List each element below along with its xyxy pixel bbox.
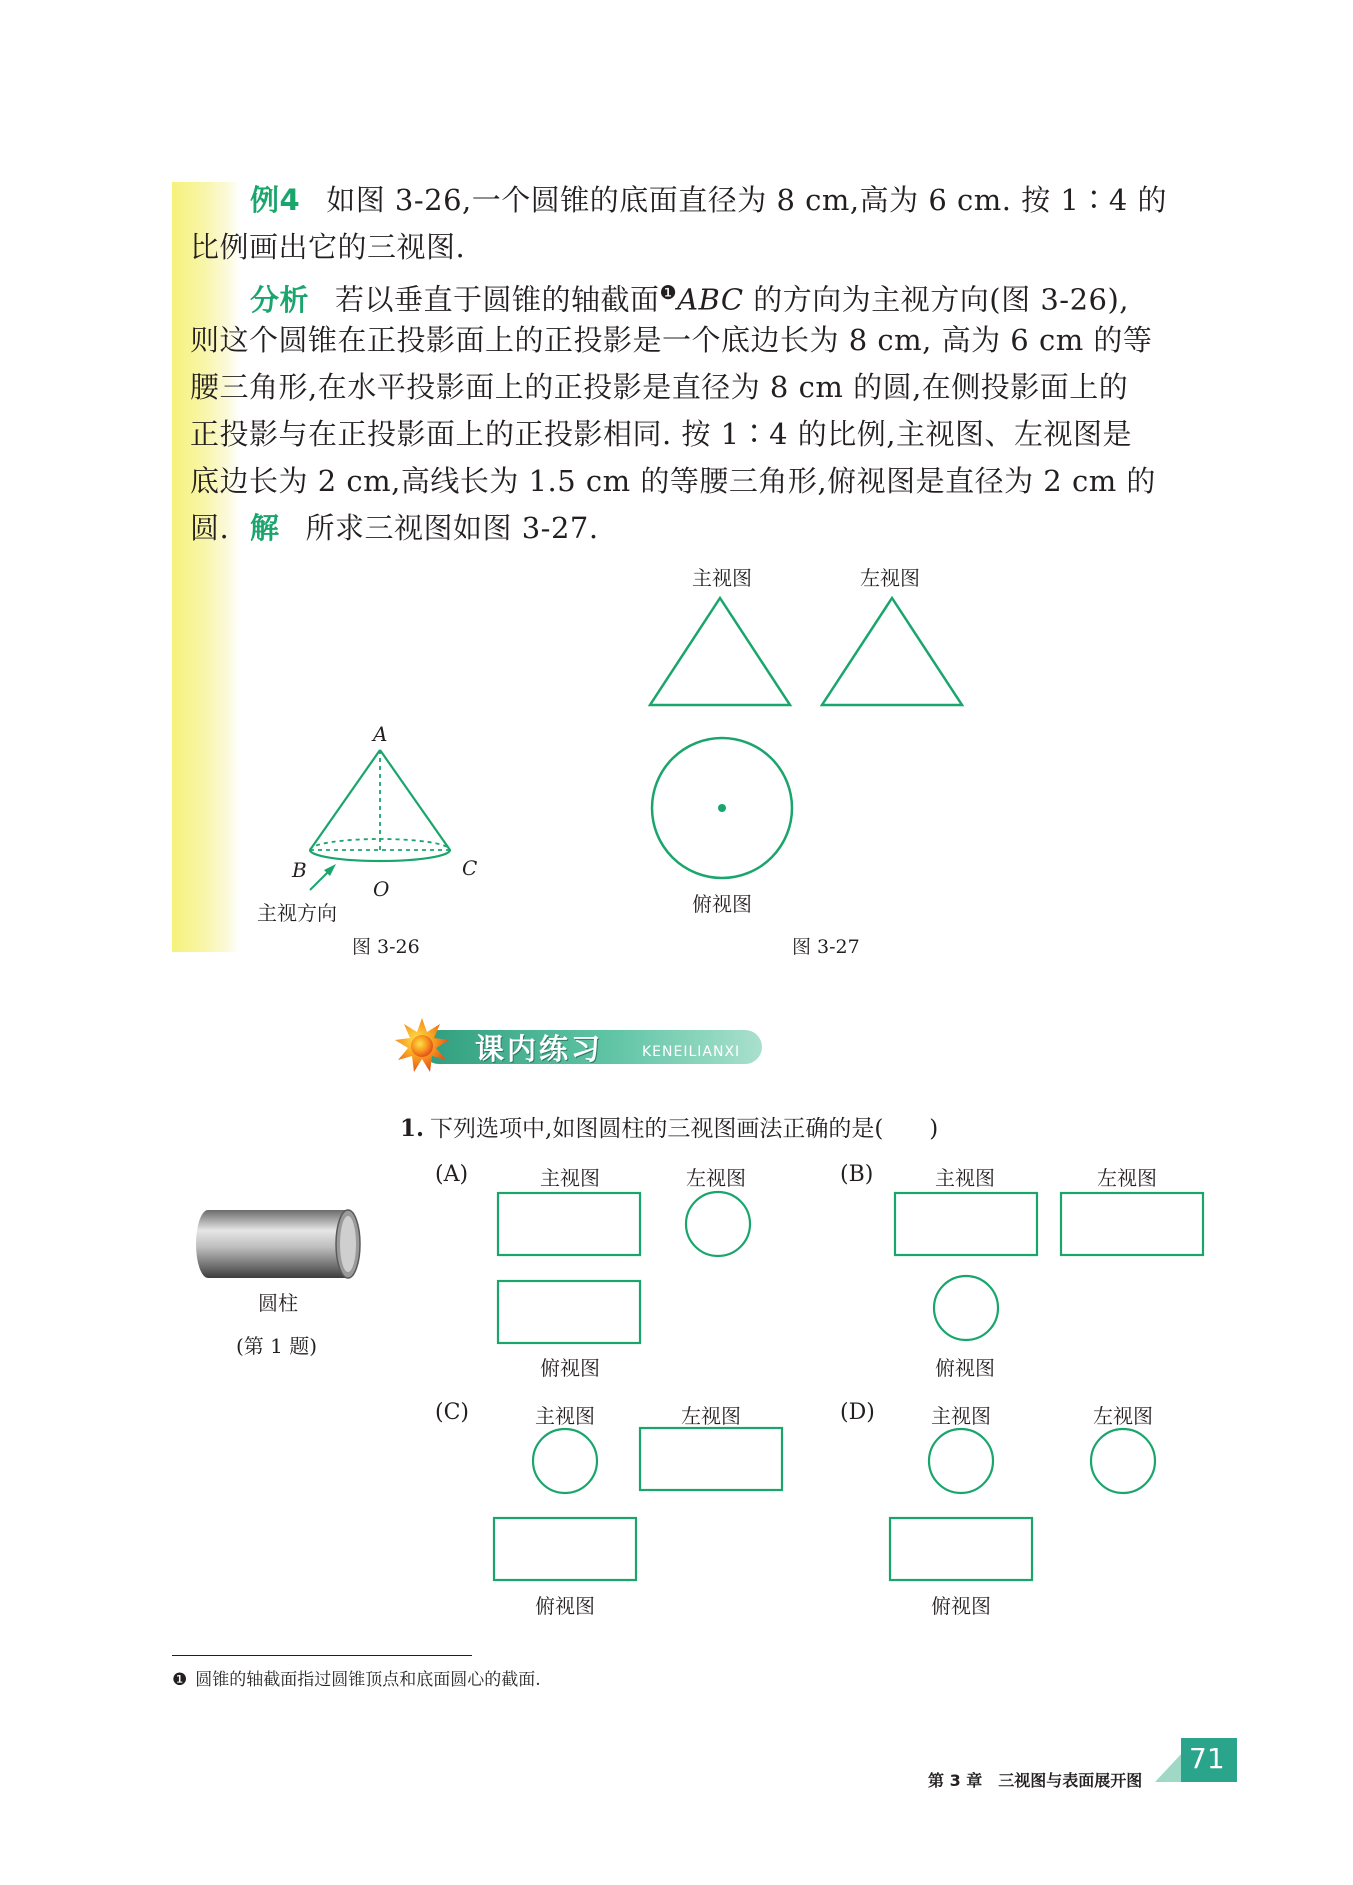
example-4-line2: 比例画出它的三视图. xyxy=(190,230,466,264)
practice-subtitle: KENEILIANXI xyxy=(642,1044,741,1060)
option-c-front-circle xyxy=(533,1429,597,1493)
cone-label-a: A xyxy=(373,722,388,746)
option-a-front-label: 主视图 xyxy=(540,1166,600,1190)
option-b-top-circle xyxy=(934,1276,998,1340)
page-number: 71 xyxy=(1189,1742,1225,1775)
question-text: 下列选项中,如图圆柱的三视图画法正确的是( ) xyxy=(430,1116,939,1142)
option-c-front-label: 主视图 xyxy=(535,1404,595,1428)
fig327-views xyxy=(640,590,980,870)
question-number: 1. xyxy=(400,1115,425,1142)
option-b-front-label: 主视图 xyxy=(935,1166,995,1190)
option-a-letter[interactable]: (A) xyxy=(435,1162,469,1187)
option-d-left-label: 左视图 xyxy=(1093,1404,1153,1428)
option-d-views[interactable] xyxy=(888,1425,1188,1590)
option-d-top-rect xyxy=(890,1518,1032,1580)
left-view-triangle xyxy=(822,598,962,705)
option-c-top-rect xyxy=(494,1518,636,1580)
option-d-top-label: 俯视图 xyxy=(931,1594,991,1618)
footnote xyxy=(172,1665,541,1690)
chapter-title: 第 3 章 三视图与表面展开图 xyxy=(928,1771,1143,1790)
option-d-front-circle xyxy=(929,1429,993,1493)
option-b-views[interactable] xyxy=(893,1190,1213,1350)
practice-title: 课内练习 xyxy=(475,1032,604,1066)
cone-label-b: B xyxy=(292,858,307,882)
analysis-line4: 正投影与在正投影面上的正投影相同. 按 1∶4 的比例,主视图、左视图是 xyxy=(190,417,1132,451)
option-c-left-rect xyxy=(640,1428,782,1490)
fig327-left-label: 左视图 xyxy=(860,566,920,590)
view-direction-label: 主视方向 xyxy=(257,901,337,925)
cone-right-edge xyxy=(380,750,450,850)
option-a-front-rect xyxy=(498,1193,640,1255)
option-a-views[interactable] xyxy=(496,1190,766,1350)
footnote-divider xyxy=(172,1655,472,1656)
cone-base-front xyxy=(310,850,450,861)
fig327-front-label: 主视图 xyxy=(692,566,752,590)
solution-text: 所求三视图如图 3-27. xyxy=(305,511,599,545)
cone-left-edge xyxy=(310,750,380,850)
option-b-front-rect xyxy=(895,1193,1037,1255)
front-view-triangle xyxy=(650,598,790,705)
footnote-text: 圆锥的轴截面指过圆锥顶点和底面圆心的截面. xyxy=(195,1670,541,1690)
analysis-text-1a: 若以垂直于圆锥的轴截面 xyxy=(335,282,660,317)
option-d-left-circle xyxy=(1091,1429,1155,1493)
analysis-label: 分析 xyxy=(250,282,310,317)
option-c-left-label: 左视图 xyxy=(681,1404,741,1428)
cylinder-label: 圆柱 xyxy=(258,1291,298,1315)
analysis-abc: ABC xyxy=(677,282,744,317)
option-c-top-label: 俯视图 xyxy=(535,1594,595,1618)
figure-327-caption: 图 3-27 xyxy=(792,936,860,958)
example-label: 例4 xyxy=(250,183,301,217)
analysis-text-1c: 的方向为主视方向(图 3-26), xyxy=(743,282,1129,317)
top-view-center xyxy=(718,804,726,812)
solution-label: 解 xyxy=(250,511,280,545)
option-a-left-label: 左视图 xyxy=(686,1166,746,1190)
option-d-letter[interactable]: (D) xyxy=(840,1400,875,1425)
example-4-line1 xyxy=(190,177,1180,224)
fig327-top-label: 俯视图 xyxy=(692,892,752,916)
figure-326-caption: 图 3-26 xyxy=(352,936,420,958)
analysis-line3: 腰三角形,在水平投影面上的正投影是直径为 8 cm 的圆,在侧投影面上的 xyxy=(190,370,1129,404)
footnote-mark: ❶ xyxy=(172,1670,188,1690)
solution-line xyxy=(190,505,1180,552)
analysis-line2: 则这个圆锥在正投影面上的正投影是一个底边长为 8 cm, 高为 6 cm 的等 xyxy=(190,323,1153,357)
option-b-left-label: 左视图 xyxy=(1097,1166,1157,1190)
cone-label-o: O xyxy=(373,877,390,901)
analysis-line1 xyxy=(190,270,1180,324)
option-a-top-label: 俯视图 xyxy=(540,1356,600,1380)
option-a-left-circle xyxy=(686,1192,750,1256)
option-d-front-label: 主视图 xyxy=(931,1404,991,1428)
option-b-left-rect xyxy=(1061,1193,1203,1255)
cylinder-figure xyxy=(198,1208,363,1280)
footnote-marker: ❶ xyxy=(659,282,678,304)
option-c-views[interactable] xyxy=(492,1425,792,1590)
option-b-top-label: 俯视图 xyxy=(935,1356,995,1380)
option-b-letter[interactable]: (B) xyxy=(840,1162,874,1187)
option-a-top-rect xyxy=(498,1281,640,1343)
example-text-1: 如图 3-26,一个圆锥的底面直径为 8 cm,高为 6 cm. 按 1∶4 的 xyxy=(326,183,1168,217)
question-1-caption: (第 1 题) xyxy=(236,1334,318,1358)
option-c-letter[interactable]: (C) xyxy=(435,1400,469,1425)
analysis-line5: 底边长为 2 cm,高线长为 1.5 cm 的等腰三角形,俯视图是直径为 2 cm 的圆. xyxy=(190,464,1156,545)
question-1 xyxy=(400,1110,938,1143)
cone-label-c: C xyxy=(462,856,478,880)
